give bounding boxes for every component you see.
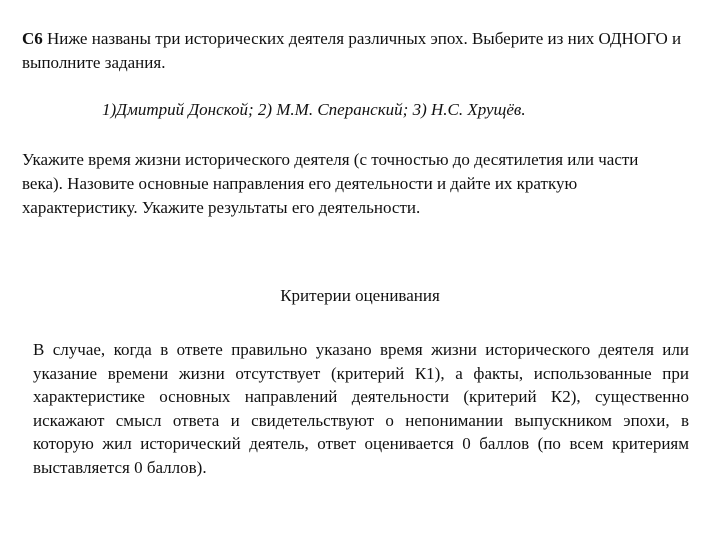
task-number: С6: [22, 29, 43, 48]
task-text: Ниже названы три исторических деятеля различных эпох. Выберите из них ОДНОГО и выполните задания.: [22, 29, 682, 72]
task-statement: [22, 27, 682, 75]
criteria-heading: Критерии оценивания: [280, 286, 440, 305]
task-instructions: Укажите время жизни исторического деятеля (с точностью до десятилетия или части века). Назовите основные направления его деятельности и дайте их краткую характеристику. Укажите результаты его деятельности.: [22, 150, 639, 217]
criteria-paragraph: В случае, когда в ответе правильно указано время жизни исторического деятеля или указание времени жизни отсутствует (критерий К1), а факты, использованные при характеристике основных направлений деятельности (критерий К2), существенно искажают смысл ответа и свидетельствуют о непонимании выпускником эпохи, в которую жил исторический деятель, ответ оценивается 0 баллов (по всем критериям выставляется 0 баллов).: [33, 340, 689, 477]
historical-figures-list: 1)Дмитрий Донской; 2) М.М. Сперанский; 3) Н.С. Хрущёв.: [102, 100, 526, 119]
